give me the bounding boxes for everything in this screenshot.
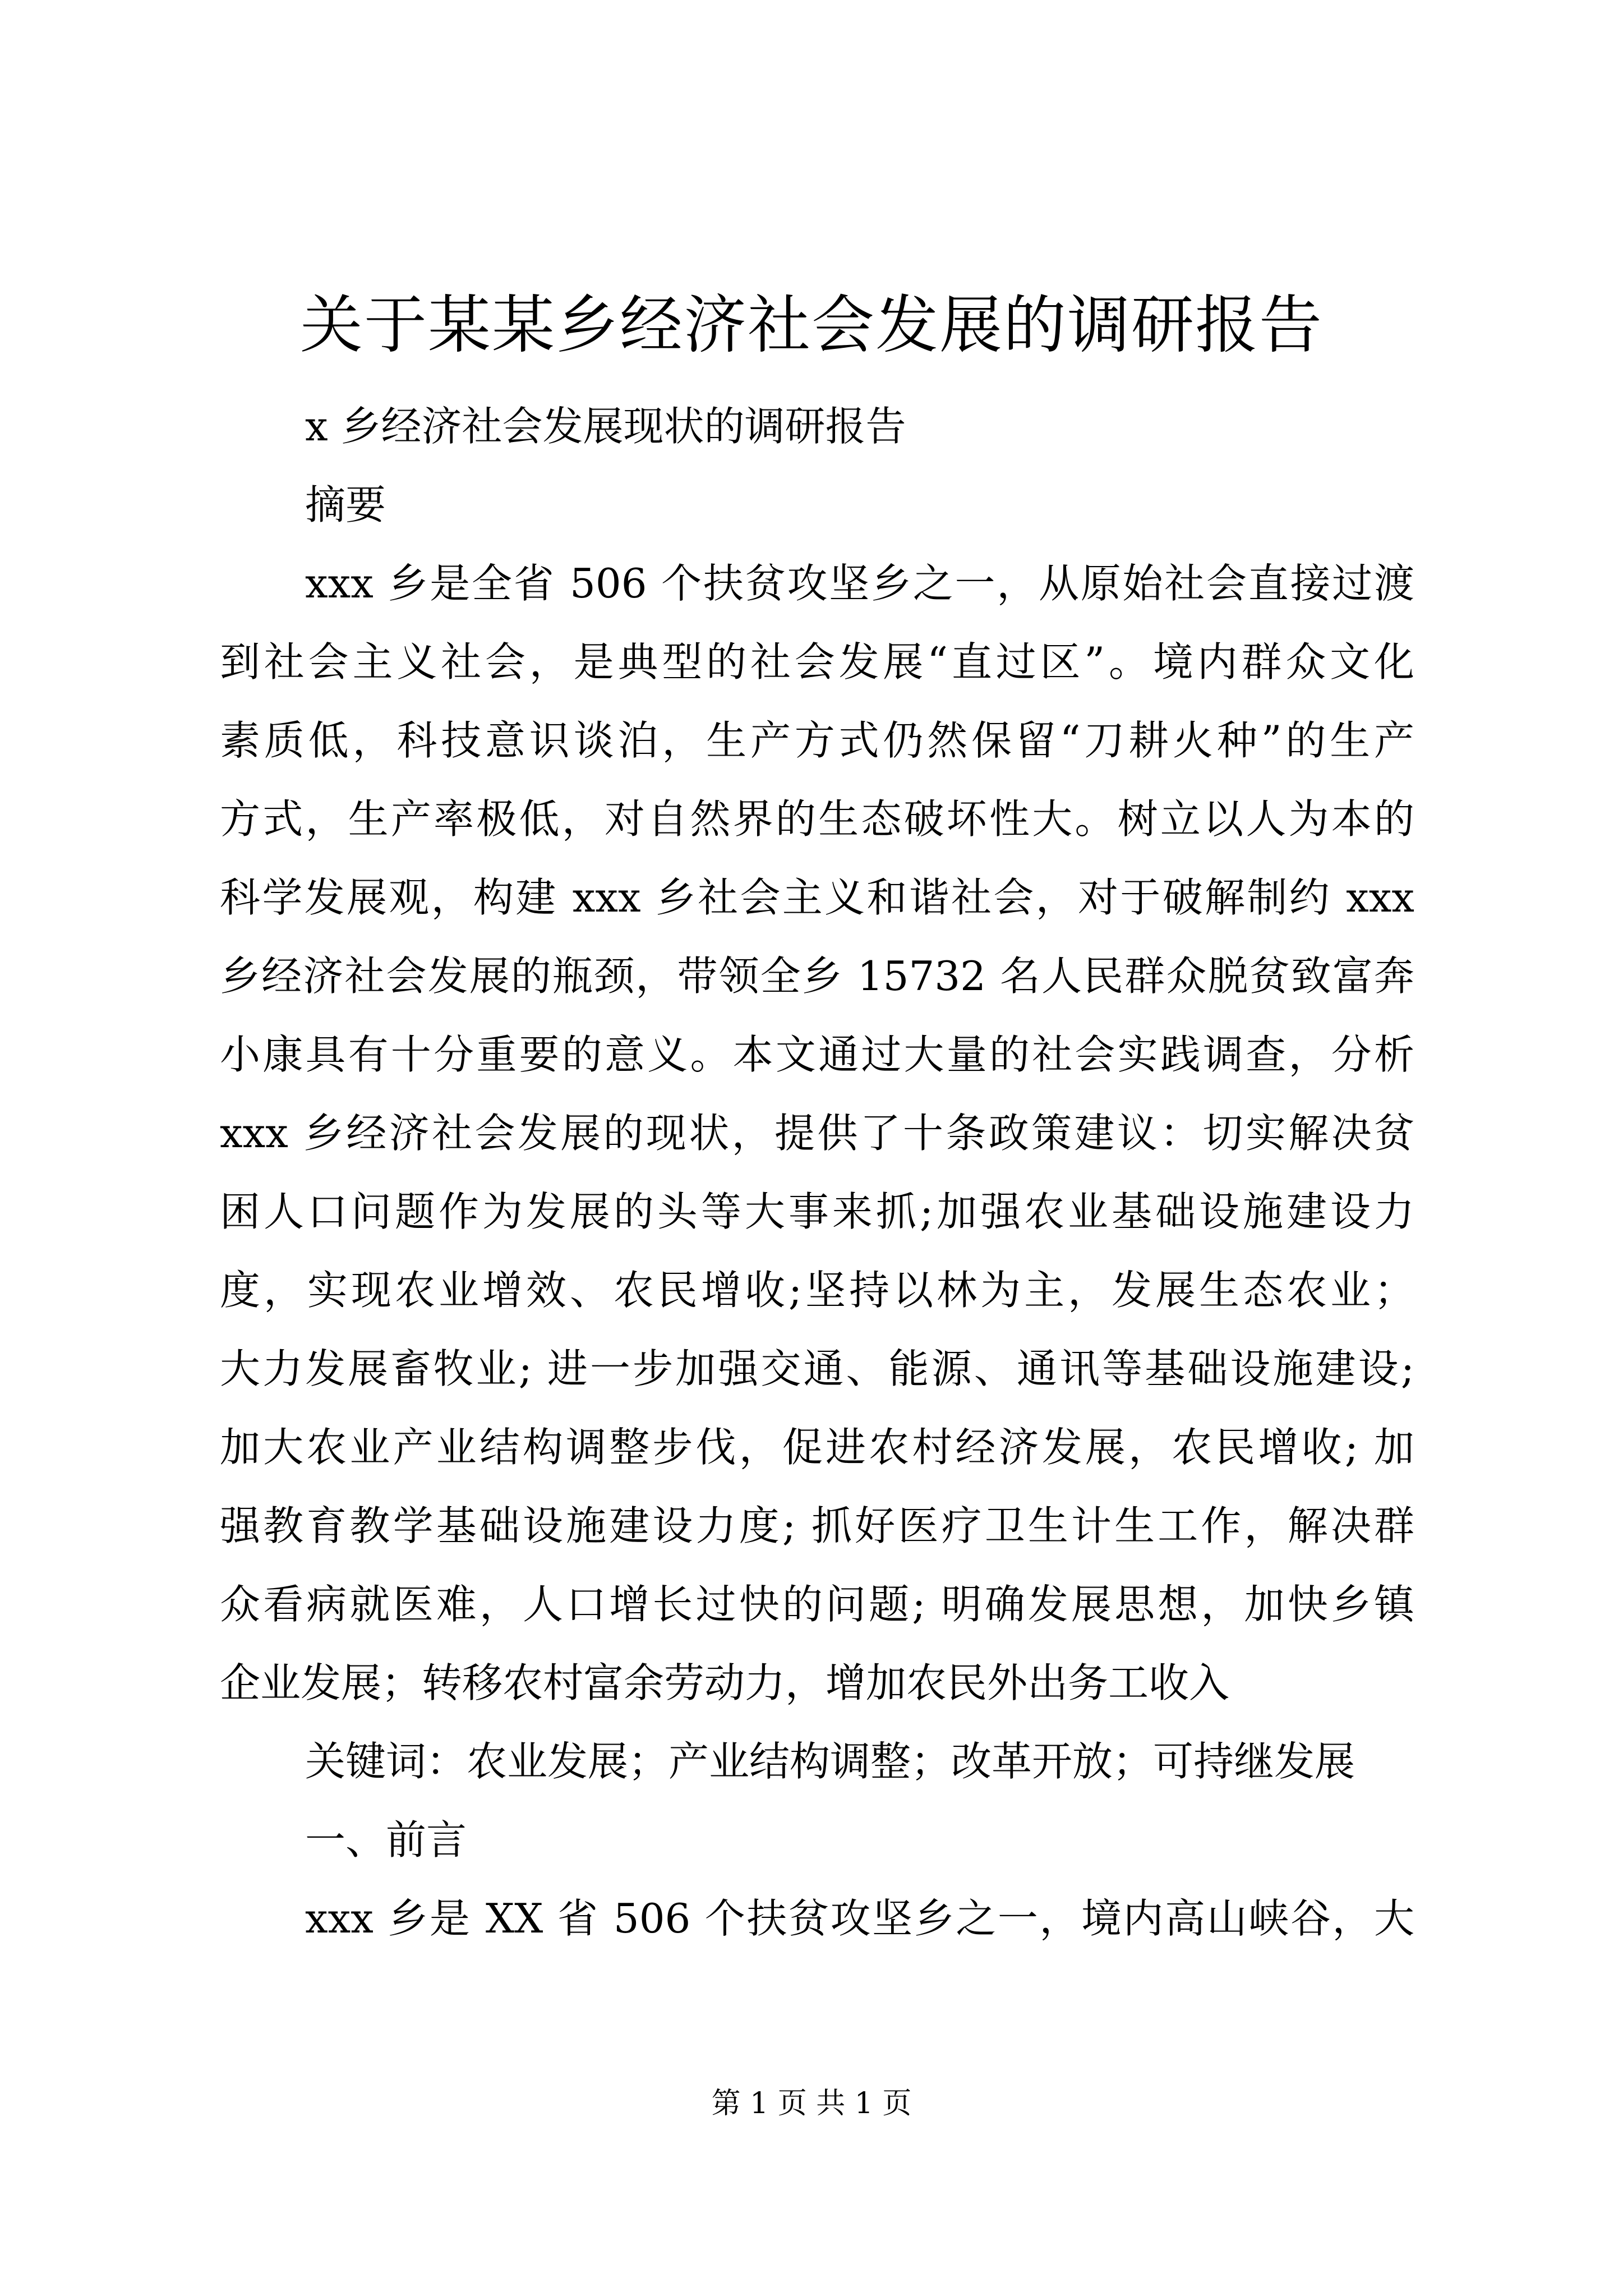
abstract-line: 到社会主义社会，是典型的社会发展“直过区”。境内群众文化 — [220, 638, 1414, 685]
document-subtitle: x 乡经济社会发展现状的调研报告 — [305, 403, 906, 450]
abstract-heading: 摘要 — [305, 481, 386, 528]
abstract-paragraph — [220, 544, 1414, 1722]
abstract-line: 大力发展畜牧业; 进一步加强交通、能源、通讯等基础设施建设; — [220, 1345, 1414, 1392]
abstract-line: xxx 乡经济社会发展的现状，提供了十条政策建议：切实解决贫 — [220, 1110, 1414, 1157]
section-heading: 一、前言 — [305, 1816, 467, 1864]
abstract-line: 方式，生产率极低，对自然界的生态破坏性大。树立以人为本的 — [220, 795, 1414, 843]
abstract-line: 度，实现农业增效、农民增收;坚持以林为主，发展生态农业； — [220, 1267, 1414, 1314]
abstract-line: 困人口问题作为发展的头等大事来抓;加强农业基础设施建设力 — [220, 1188, 1414, 1235]
abstract-line: 小康具有十分重要的意义。本文通过大量的社会实践调查，分析 — [220, 1031, 1414, 1078]
section-paragraph-line: xxx 乡是 XX 省 506 个扶贫攻坚乡之一，境内高山峡谷，大 — [305, 1895, 1414, 1942]
abstract-line: 科学发展观，构建 xxx 乡社会主义和谐社会，对于破解制约 xxx — [220, 874, 1414, 921]
document-title: 关于某某乡经济社会发展的调研报告 — [300, 289, 1323, 362]
abstract-line: 强教育教学基础设施建设力度; 抓好医疗卫生计生工作，解决群 — [220, 1502, 1414, 1549]
abstract-line: 加大农业产业结构调整步伐，促进农村经济发展，农民增收; 加 — [220, 1424, 1414, 1471]
abstract-line: 素质低，科技意识谈泊，生产方式仍然保留“刀耕火种”的生产 — [220, 717, 1414, 764]
abstract-line: 众看病就医难，人口增长过快的问题; 明确发展思想，加快乡镇 — [220, 1581, 1414, 1628]
page-footer: 第 1 页 共 1 页 — [711, 2087, 912, 2120]
abstract-line: xxx 乡是全省 506 个扶贫攻坚乡之一，从原始社会直接过渡 — [305, 560, 1414, 607]
keywords-line: 关键词：农业发展；产业结构调整；改革开放；可持继发展 — [305, 1738, 1355, 1785]
abstract-line: 企业发展；转移农村富余劳动力，增加农民外出务工收入 — [220, 1659, 1230, 1706]
abstract-line: 乡经济社会发展的瓶颈，带领全乡 15732 名人民群众脱贫致富奔 — [220, 953, 1414, 1000]
document-body — [220, 387, 1414, 1958]
